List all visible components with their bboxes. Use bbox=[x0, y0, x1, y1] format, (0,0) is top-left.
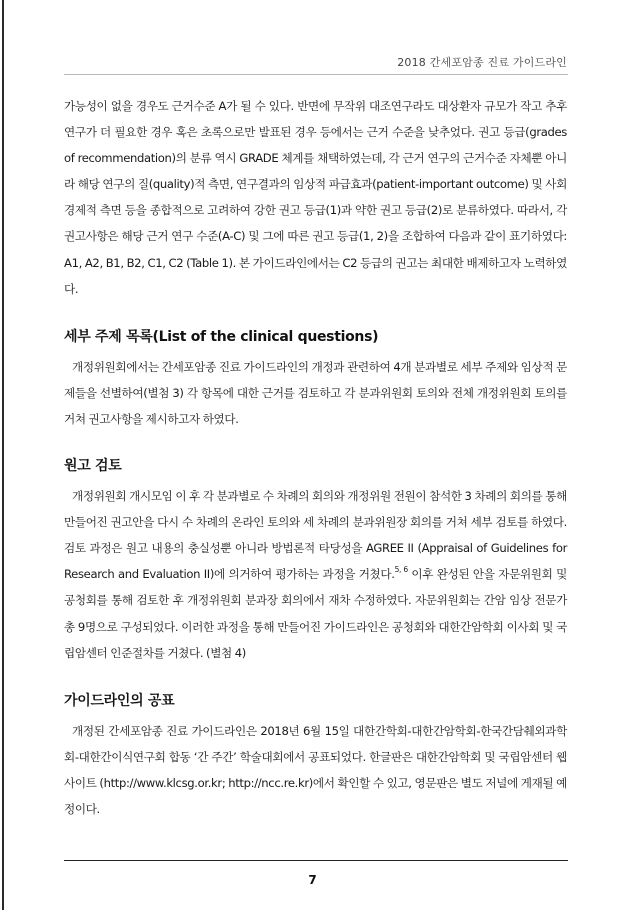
footer-divider bbox=[64, 860, 568, 861]
clinical-questions-heading: 세부 주제 목록(List of the clinical questions) bbox=[64, 328, 379, 345]
header-divider bbox=[64, 74, 568, 75]
page-edge-rule bbox=[2, 0, 4, 910]
reference-superscript: 5, 6 bbox=[394, 565, 408, 575]
publication-paragraph: 개정된 간세포암종 진료 가이드라인은 2018년 6월 15일 대한간학회-대한간암학회-한국간담췌외과학회-대한간이식연구회 합동 ‘간 주간’ 학술대회에서 공표되었다. 한글판은 대한간암학회 및 국립암센터 웹사이트 (http://www.klcsg.or.kr; http://ncc.re.kr)에서 확인할 수 있고, 영문판은 별도 저널에 게재될 예정이다. bbox=[64, 723, 567, 816]
page-number: 7 bbox=[308, 873, 317, 887]
clinical-questions-paragraph: 개정위원회에서는 간세포암종 진료 가이드라인의 개정과 관련하여 4개 분과별로 세부 주제와 임상적 문제들을 선별하여(별첨 3) 각 항목에 대한 근거를 검토하고 각 분과위원회 토의와 전체 개정위원회 토의를 거쳐 권고사항을 제시하고자 하였다. bbox=[64, 359, 567, 426]
publication-heading: 가이드라인의 공표 bbox=[64, 692, 175, 709]
intro-paragraph: 가능성이 없을 경우도 근거수준 A가 될 수 있다. 반면에 무작위 대조연구라도 대상환자 규모가 작고 추후 연구가 더 필요한 경우 혹은 초록으로만 발표된 경우 등에서는 근거 수준을 낮추었다. 권고 등급(grades of recommendation)의 분류 역시 GRADE 체계를 채택하였는데, 각 근거 연구의 근거수준 자체뿐 아니라 해당 연구의 질(quality)적 측면, 연구결과의 임상적 파급효과(patient-important outcome) 및 사회경제적 측면 등을 종합적으로 고려하여 강한 권고 등급(1)과 약한 권고 등급(2)로 분류하였다. 따라서, 각 권고사항은 해당 근거 연구 수준(A-C) 및 그에 따른 권고 등급(1, 2)을 조합하여 다음과 같이 표기하였다: A1, A2, B1, B2, C1, C2 (Table 1). 본 가이드라인에서는 C2 등급의 권고는 최대한 배제하고자 노력하였다. bbox=[64, 99, 567, 296]
running-header: 2018 간세포암종 진료 가이드라인 bbox=[397, 56, 567, 69]
page-body bbox=[64, 93, 567, 822]
review-heading: 원고 검토 bbox=[64, 458, 122, 475]
review-text-part2: 이후 완성된 안을 자문위원회 및 공청회를 통해 검토한 후 개정위원회 분과장 회의에서 재차 수정하였다. 자문위원회는 간암 임상 전문가 총 9명으로 구성되었다. 이러한 과정을 통해 만들어진 가이드라인은 공청회와 대한간암학회 이사회 및 국립암센터 인준절차를 거쳤다. (별첨 4) bbox=[64, 567, 567, 660]
review-text-part1: 개정위원회 개시모임 이 후 각 분과별로 수 차례의 회의와 개정위원 전원이 참석한 3 차례의 회의를 통해 만들어진 권고안을 다시 수 차례의 온라인 토의와 세 차례의 분과위원장 회의를 거쳐 세부 검토를 하였다. 검토 과정은 원고 내용의 충실성뿐 아니라 방법론적 타당성을 AGREE II (Appraisal of Guidelines for Research and Evaluation II)에 의거하여 평가하는 과정을 거쳤다. bbox=[64, 489, 567, 582]
review-paragraph bbox=[64, 483, 567, 666]
